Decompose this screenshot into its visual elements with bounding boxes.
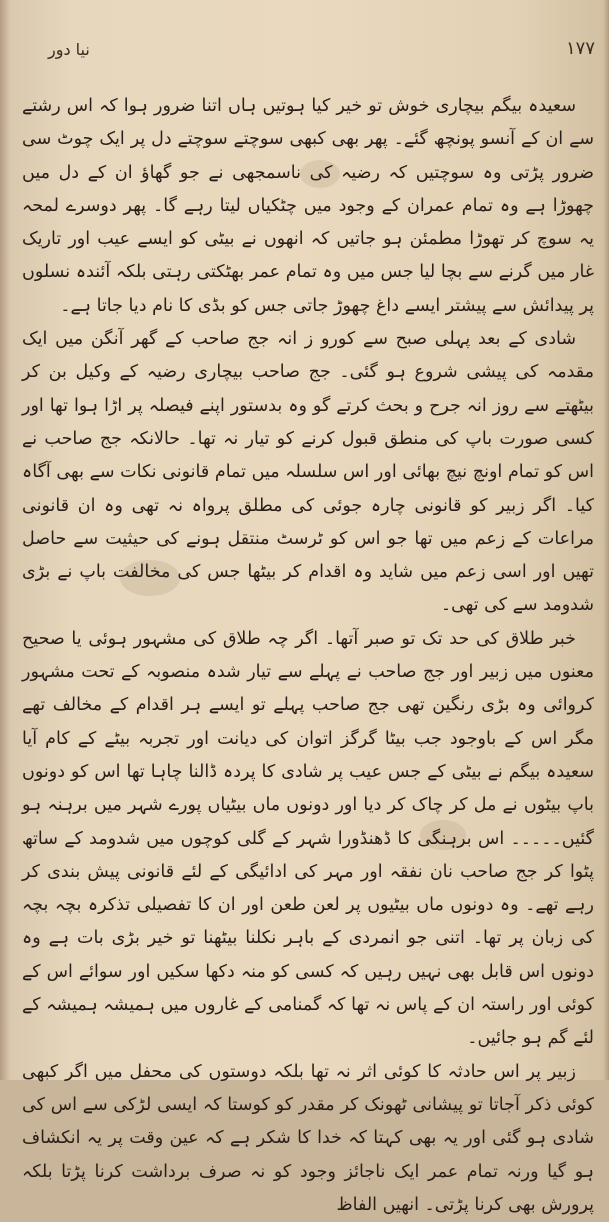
binding-shadow (0, 0, 10, 1080)
paragraph: زبیر پر اس حادثہ کا کوئی اثر نہ تھا بلکہ دوستوں کی محفل میں اگر کبھی کوئی ذکر آجاتا تو پیشانی ٹھونک کر مقدر کو کوستا کہ ایسی لڑکی سے اس کی شادی ہو گئی اور یہ بھی کہتا کہ خدا کا شکر ہے کہ عین وقت پر یہ انکشاف ہو گیا ورنہ تمام عمر ایک ناجائز وجود کو نہ صرف برداشت کرنا پڑتا بلکہ پرورش بھی کرنا پڑتی۔ انھیں الفاظ (22, 1061, 594, 1215)
page-header (40, 38, 595, 68)
paragraph: سعیدہ بیگم بیچاری خوش تو خیر کیا ہوتیں ہاں اتنا ضرور ہوا کہ اس رشتے سے ان کے آنسو پونچھ گئے۔ پھر بھی کبھی سوچتے سوچتے دل پر ایک چوٹ سی ضرور پڑتی وہ سوچتیں کہ رضیہ کی ناسمجھی نے جو گھاؤ ان کے دل میں چھوڑا ہے وہ تمام عمران کے وجود میں چٹکیاں لیتا رہے گا۔ پھر دوسرے لمحہ یہ سوچ کر تھوڑا مطمئن ہو جاتیں کہ انھوں نے بیٹی کو ایسے عیب اور تاریک غار میں گرنے سے بچا لیا جس میں وہ تمام عمر بھٹکتی رہتی بلکہ آئندہ نسلوں پر پیدائش سے پیشتر ایسے داغ چھوڑ جاتی جس کو بڈی کا نام دیا جاتا ہے۔ (22, 96, 594, 316)
page-edge-shadow (603, 0, 609, 1080)
paragraph: خبر طلاق کی حد تک تو صبر آتھا۔ اگر چہ طلاق کی مشہور ہوئی یا صحیح معنوں میں زبیر اور جج صاحب نے پہلے سے تیار شدہ منصوبہ کے تحت مشہور کروائی وہ بڑی رنگین تھی جج صاحب پہلے تو ایسے ہر اقدام کے مخالف تھے مگر اس کے باوجود جب بیٹا گرگز اتوان کی دیانت اور تجربہ بیٹے کے کام آیا سعیدہ بیگم نے بیٹی کے جس عیب پر شادی کا پردہ ڈالنا چاہا تھا اس کو دونوں باپ بیٹوں نے مل کر چاک کر دیا اور دونوں ماں بیٹیاں پورے شہر میں برہنہ ہو گئیں۔۔۔۔۔ اس برہنگی کا ڈھنڈورا شہر کے گلی کوچوں میں شدومد کے ساتھ پٹوا کر جج صاحب نان نفقہ اور مہر کی ادائیگی کے لئے قانونی پیش بندی کر رہے تھے۔ وہ دونوں ماں بیٹیوں پر لعن طعن اور ان کا تفصیلی تذکرہ بچہ بچہ کی زبان پر تھا۔ اتنی جو انمردی کے باہر نکلنا بیٹھنا تو خیر بڑی بات ہے وہ دونوں اس قابل بھی نہیں رہیں کہ کسی کو منہ دکھا سکیں اور سوائے اس کے کوئی اور راستہ ان کے پاس نہ تھا کہ گمنامی کے غاروں میں ہمیشہ ہمیشہ کے لئے گم ہو جائیں۔ (22, 628, 594, 1049)
body-text (22, 90, 594, 1215)
running-head: نیا دور (48, 40, 90, 59)
paragraph: شادی کے بعد پہلی صبح سے کورو ز انہ جج صاحب کے گھر آنگن میں ایک مقدمہ کی پیشی شروع ہو گئی۔ جج صاحب بیچاری رضیہ کے وکیل بن کر بیٹھتے سے روز انہ جرح و بحث کرتے گو وہ بدستور اپنے فیصلہ پر اڑا ہوا تھا اور کسی صورت باپ کی منطق قبول کرنے کو تیار نہ تھا۔ حالانکہ جج صاحب نے اس کو تمام اونچ نیچ بھائی اور اس سلسلہ میں تمام قانونی نکات سے بھی آگاہ کیا۔ اگر زبیر کو قانونی چارہ جوئی کی مطلق پرواہ نہ تھی وہ ان قانونی مراعات کے زعم میں تھا جو اس کو ٹرسٹ منتقل ہونے کی حیثیت سے حاصل تھیں اور اسی زعم میں شاید وہ اقدام کر بیٹھا جس کی مخالفت باپ نے بڑی شدومد سے کی تھی۔ (22, 329, 594, 616)
page-number: ۱۷۷ (565, 38, 595, 59)
